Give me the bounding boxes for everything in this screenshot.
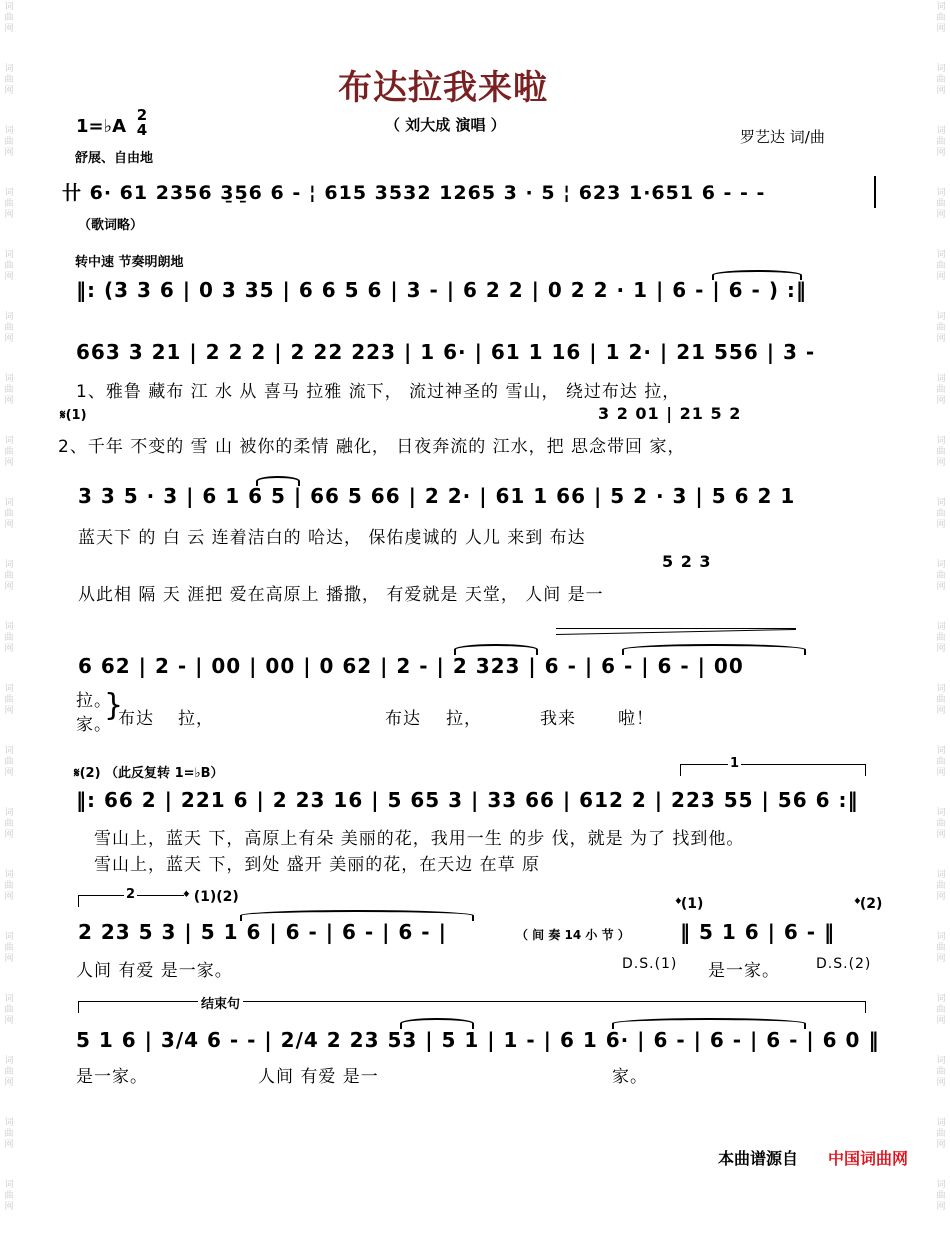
watermark-text: 词 曲 网 [936, 622, 946, 654]
watermark-text: 词 曲 网 [936, 374, 946, 406]
tie-arc-row-5b [622, 644, 806, 655]
watermark-text: 词 曲 网 [936, 684, 946, 716]
watermark-text: 词 曲 网 [936, 1118, 946, 1150]
tie-arc-row-7 [240, 910, 474, 921]
ending-bracket-left [78, 1001, 79, 1013]
ds-1: D.S.(1) [622, 956, 678, 972]
watermark-text: 词 曲 网 [936, 932, 946, 964]
notation-row-8: 5 1 6 | 3/4 6 - - | 2/4 2 23 53 | 5 1 | 1 - | 6 1 6· | 6 - | 6 - | 6 - | 6 0 ‖ [76, 1028, 880, 1052]
left-watermark-strip [2, 0, 16, 1212]
watermark-text: 词 曲 网 [4, 622, 14, 654]
lyrics-row-4a: 蓝天下 的 白 云 连着洁白的 哈达， 保佑虔诚的 人儿 来到 布达 [78, 528, 586, 548]
lyrics-shi-yi-jia: 是一家。 [708, 961, 780, 981]
composer-credit: 罗艺达 词/曲 [740, 128, 825, 146]
watermark-text: 词 曲 网 [4, 994, 14, 1026]
notation-row-1: 卄 6· 61 2356 3̱5̱6 6 - ¦ 615 3532 1265 3 · 5 ¦ 623 1·651 6 - - - [62, 182, 766, 204]
singer-credit: （ 刘大成 演唱 ） [385, 116, 506, 134]
volta-2-left [78, 895, 79, 907]
refrain-word-5: 我来 [540, 709, 576, 729]
watermark-text: 词 曲 网 [936, 808, 946, 840]
segno-1: 𝄋(1) [60, 408, 87, 423]
notation-row-6: ‖: 66 2 | 221 6 | 2 23 16 | 5 65 3 | 33 66 | 612 2 | 223 55 | 56 6 :‖ [76, 788, 859, 812]
segno-2: 𝄋(2) （此反复转 1=♭B） [74, 766, 224, 781]
notation-row-3: 663 3 21 | 2 2 2 | 2 22 223 | 1 6· | 61 1 16 | 1 2· | 21 556 | 3 - [76, 340, 816, 364]
tie-arc-row-8b [612, 1018, 806, 1029]
notation-row-7: 2 23 5 3 | 5 1 6 | 6 - | 6 - | 6 - | [78, 920, 447, 944]
refrain-word-1: 布达 [118, 709, 154, 729]
key-signature: 1=♭A [76, 116, 127, 137]
footer-source-label: 本曲谱源自 [718, 1149, 799, 1168]
small-notes-a: 3 2 01 | 21 5 2 [598, 404, 742, 423]
refrain-word-4: 拉， [446, 709, 482, 729]
ending-label: 结束句 [198, 993, 243, 1012]
ending-bracket-line [78, 1001, 866, 1002]
volta-2-label: 2 [126, 887, 136, 902]
watermark-text: 词 曲 网 [936, 994, 946, 1026]
lyrics-row-6a: 雪山上，蓝天 下，高原上有朵 美丽的花，我用一生 的步 伐，就是 为了 找到他。 [94, 829, 745, 849]
intro-note: （歌词略） [78, 218, 144, 233]
song-title: 布达拉我来啦 [338, 68, 548, 108]
verse-2-lyrics: 2、千年 不变的 雪 山 被你的柔情 融化， 日夜奔流的 江水，把 思念带回 家， [58, 437, 686, 457]
watermark-text: 词 曲 网 [936, 870, 946, 902]
volta-1-right [865, 764, 866, 776]
coda-mark-2: 𝄌(2) [855, 896, 883, 912]
tie-arc-row-5a [454, 644, 538, 655]
time-signature: 2 4 [136, 106, 148, 139]
tempo-marking-2: 转中速 节奏明朗地 [75, 255, 184, 270]
refrain-word-6: 啦！ [618, 709, 654, 729]
watermark-text: 词 曲 网 [936, 2, 946, 34]
ending-la: 拉。 [76, 691, 112, 711]
watermark-text: 词 曲 网 [4, 2, 14, 34]
watermark-text: 词 曲 网 [4, 932, 14, 964]
watermark-text: 词 曲 网 [4, 312, 14, 344]
watermark-text: 词 曲 网 [936, 746, 946, 778]
watermark-text: 词 曲 网 [4, 870, 14, 902]
watermark-text: 词 曲 网 [936, 312, 946, 344]
watermark-text: 词 曲 网 [936, 64, 946, 96]
watermark-text: 词 曲 网 [4, 1118, 14, 1150]
watermark-text: 词 曲 网 [4, 436, 14, 468]
watermark-text: 词 曲 网 [936, 250, 946, 282]
volta-1-line [680, 764, 866, 765]
lyrics-row-4b: 从此相 隔 天 涯把 爱在高原上 播撒， 有爱就是 天堂， 人间 是一 [78, 585, 604, 605]
notation-row-5: 6 62 | 2 - | 00 | 00 | 0 62 | 2 - | 2 323 | 6 - | 6 - | 6 - | 00 [78, 654, 744, 678]
crescendo-line-2 [556, 629, 796, 635]
watermark-text: 词 曲 网 [936, 126, 946, 158]
footer-site-link[interactable]: 中国词曲网 [828, 1149, 909, 1168]
watermark-text: 词 曲 网 [936, 498, 946, 530]
watermark-text: 词 曲 网 [4, 498, 14, 530]
watermark-text: 词 曲 网 [4, 250, 14, 282]
coda-mark-1: 𝄌(1) [676, 896, 704, 912]
lyrics-row-8c: 家。 [612, 1067, 648, 1087]
notation-row-2: ‖: (3 3 6 | 0 3 35 | 6 6 5 6 | 3 - | 6 2 2 | 0 2 2 · 1 | 6 - | 6 - ) :‖ [76, 278, 807, 302]
watermark-text: 词 曲 网 [4, 746, 14, 778]
notation-row-4: 3 3 5 · 3 | 6 1 6 5 | 66 5 66 | 2 2· | 61 1 66 | 5 2 · 3 | 5 6 2 1 [78, 484, 796, 508]
watermark-text: 词 曲 网 [936, 1056, 946, 1088]
small-notes-b: 5 2 3 [662, 552, 712, 571]
verse-1-lyrics: 1、雅鲁 藏布 江 水 从 喜马 拉雅 流下， 流过神圣的 雪山， 绕过布达 拉， [76, 382, 681, 402]
ds-2: D.S.(2) [816, 956, 872, 972]
tie-arc-row-8a [400, 1018, 474, 1029]
final-bar-row-1 [874, 176, 876, 208]
watermark-text: 词 曲 网 [4, 808, 14, 840]
ending-bracket-right [865, 1001, 866, 1013]
watermark-text: 词 曲 网 [4, 560, 14, 592]
right-watermark-strip [934, 0, 948, 1212]
tie-arc-row-2 [712, 270, 802, 280]
interlude-note: （ 间 奏 14 小 节 ） [516, 928, 630, 942]
lyrics-row-8a: 是一家。 [76, 1067, 148, 1087]
volta-1-label: 1 [730, 756, 740, 771]
watermark-text: 词 曲 网 [936, 436, 946, 468]
lyrics-row-6b: 雪山上，蓝天 下，到处 盛开 美丽的花，在天边 在草 原 [94, 855, 541, 875]
watermark-text: 词 曲 网 [4, 188, 14, 220]
brace: } [104, 688, 124, 723]
watermark-text: 词 曲 网 [4, 684, 14, 716]
volta-1-left [680, 764, 681, 776]
tempo-marking-1: 舒展、自由地 [75, 151, 154, 166]
watermark-text: 词 曲 网 [4, 374, 14, 406]
watermark-text: 词 曲 网 [936, 1180, 946, 1212]
lyrics-row-7: 人间 有爱 是一家。 [76, 961, 233, 981]
watermark-text: 词 曲 网 [4, 1056, 14, 1088]
refrain-word-3: 布达 [385, 709, 421, 729]
watermark-text: 词 曲 网 [4, 126, 14, 158]
refrain-word-2: 拉， [178, 709, 214, 729]
lyrics-row-8b: 人间 有爱 是一 [258, 1067, 379, 1087]
watermark-text: 词 曲 网 [936, 188, 946, 220]
tie-arc-row-4 [256, 476, 300, 486]
coda-1-notes: ‖ 5 1 6 | 6 - ‖ [680, 920, 836, 944]
watermark-text: 词 曲 网 [936, 560, 946, 592]
watermark-text: 词 曲 网 [4, 1180, 14, 1212]
ending-jia: 家。 [76, 715, 112, 735]
coda-mark-12: 𝄌 (1)(2) [184, 889, 239, 905]
watermark-text: 词 曲 网 [4, 64, 14, 96]
